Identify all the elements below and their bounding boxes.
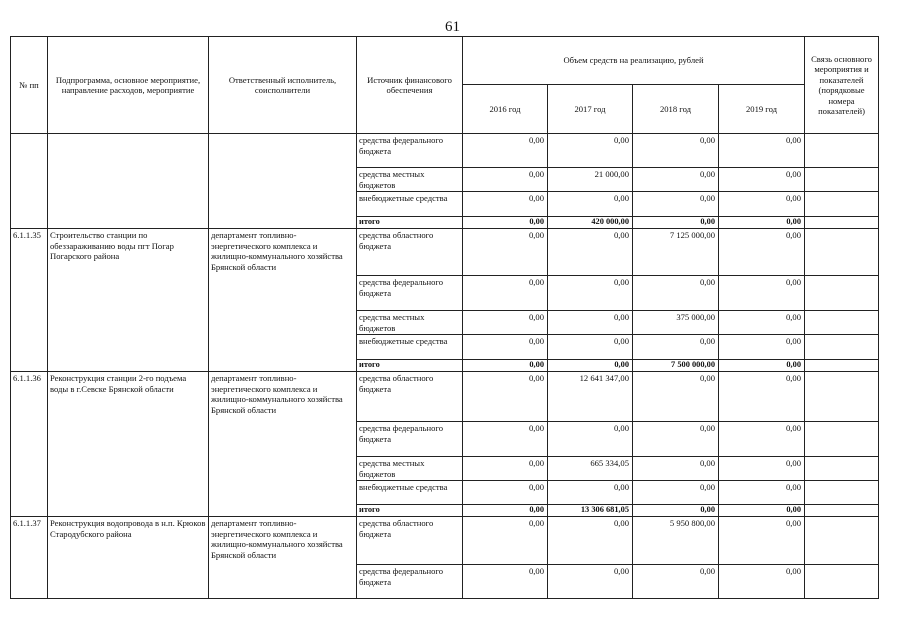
amount-cell: 21 000,00 xyxy=(548,168,633,192)
amount-cell: 7 500 000,00 xyxy=(633,360,719,372)
item-code: 6.1.1.37 xyxy=(11,517,48,599)
indicator-link-cell xyxy=(805,457,879,481)
amount-cell: 0,00 xyxy=(548,422,633,457)
indicator-link-cell xyxy=(805,481,879,505)
item-executor: департамент топливно-энергетического комплекса и жилищно-коммунального хозяйства Брянской области xyxy=(209,229,357,372)
indicator-link-cell xyxy=(805,565,879,599)
amount-cell: 0,00 xyxy=(548,517,633,565)
indicator-link-cell xyxy=(805,335,879,360)
indicator-link-cell xyxy=(805,134,879,168)
amount-cell: 665 334,05 xyxy=(548,457,633,481)
item-executor: департамент топливно-энергетического комплекса и жилищно-коммунального хозяйства Брянской области xyxy=(209,517,357,599)
amount-cell: 0,00 xyxy=(548,192,633,217)
funding-source: внебюджетные средства xyxy=(357,481,463,505)
header-year-2018: 2018 год xyxy=(633,85,719,134)
table-row xyxy=(11,134,879,168)
item-name: Строительство станции по обеззараживанию воды пгт Погар Погарского района xyxy=(48,229,209,372)
indicator-link-cell xyxy=(805,229,879,276)
amount-cell: 0,00 xyxy=(719,360,805,372)
amount-cell: 0,00 xyxy=(463,168,548,192)
amount-cell: 0,00 xyxy=(633,335,719,360)
funding-source: средства местных бюджетов xyxy=(357,457,463,481)
amount-cell: 0,00 xyxy=(719,457,805,481)
amount-cell: 0,00 xyxy=(463,360,548,372)
amount-cell: 0,00 xyxy=(548,360,633,372)
amount-cell: 0,00 xyxy=(463,565,548,599)
funding-source: внебюджетные средства xyxy=(357,192,463,217)
indicator-link-cell xyxy=(805,311,879,335)
amount-cell: 0,00 xyxy=(633,457,719,481)
header-num: № пп xyxy=(11,37,48,134)
indicator-link-cell xyxy=(805,168,879,192)
amount-cell: 0,00 xyxy=(548,229,633,276)
amount-cell: 0,00 xyxy=(719,134,805,168)
amount-cell: 0,00 xyxy=(719,311,805,335)
indicator-link-cell xyxy=(805,360,879,372)
amount-cell: 0,00 xyxy=(719,505,805,517)
funding-source: средства федерального бюджета xyxy=(357,134,463,168)
amount-cell: 0,00 xyxy=(719,276,805,311)
amount-cell: 0,00 xyxy=(719,565,805,599)
funding-source: средства федерального бюджета xyxy=(357,422,463,457)
amount-cell: 0,00 xyxy=(719,517,805,565)
funding-source: средства федерального бюджета xyxy=(357,565,463,599)
amount-cell: 0,00 xyxy=(633,134,719,168)
amount-cell: 0,00 xyxy=(633,422,719,457)
indicator-link-cell xyxy=(805,505,879,517)
amount-cell: 0,00 xyxy=(719,372,805,422)
header-year-2017: 2017 год xyxy=(548,85,633,134)
amount-cell: 7 125 000,00 xyxy=(633,229,719,276)
funding-source: средства областного бюджета xyxy=(357,517,463,565)
indicator-link-cell xyxy=(805,217,879,229)
amount-cell: 0,00 xyxy=(548,481,633,505)
amount-cell: 0,00 xyxy=(463,276,548,311)
funding-source: средства федерального бюджета xyxy=(357,276,463,311)
item-name: Реконструкция водопровода в н.п. Крюков Стародубского района xyxy=(48,517,209,599)
amount-cell: 0,00 xyxy=(463,481,548,505)
amount-cell: 5 950 800,00 xyxy=(633,517,719,565)
item-name: Реконструкция станции 2-го подъема воды в г.Севске Брянской области xyxy=(48,372,209,517)
funding-source: итого xyxy=(357,505,463,517)
indicator-link-cell xyxy=(805,372,879,422)
amount-cell: 13 306 681,05 xyxy=(548,505,633,517)
amount-cell: 420 000,00 xyxy=(548,217,633,229)
amount-cell: 0,00 xyxy=(463,192,548,217)
header-link: Связь основного мероприятия и показателей (порядковые номера показателей) xyxy=(805,37,879,134)
item-executor: департамент топливно-энергетического комплекса и жилищно-коммунального хозяйства Брянской области xyxy=(209,372,357,517)
table-row xyxy=(11,517,879,565)
indicator-link-cell xyxy=(805,192,879,217)
budget-table xyxy=(10,36,879,599)
amount-cell: 0,00 xyxy=(633,217,719,229)
funding-source: внебюджетные средства xyxy=(357,335,463,360)
amount-cell: 0,00 xyxy=(548,134,633,168)
item-code: 6.1.1.36 xyxy=(11,372,48,517)
amount-cell: 0,00 xyxy=(463,311,548,335)
header-volume: Объем средств на реализацию, рублей xyxy=(463,37,805,85)
header-executor: Ответственный исполнитель, соисполнители xyxy=(209,37,357,134)
amount-cell: 0,00 xyxy=(633,276,719,311)
indicator-link-cell xyxy=(805,422,879,457)
amount-cell: 0,00 xyxy=(633,168,719,192)
funding-source: средства местных бюджетов xyxy=(357,168,463,192)
amount-cell: 0,00 xyxy=(633,372,719,422)
indicator-link-cell xyxy=(805,517,879,565)
amount-cell: 0,00 xyxy=(463,457,548,481)
funding-source: средства областного бюджета xyxy=(357,372,463,422)
amount-cell: 0,00 xyxy=(548,565,633,599)
amount-cell: 0,00 xyxy=(719,229,805,276)
amount-cell: 0,00 xyxy=(719,422,805,457)
table-body xyxy=(11,134,879,599)
amount-cell: 0,00 xyxy=(548,276,633,311)
item-code xyxy=(11,134,48,229)
header-source: Источник финансового обеспечения xyxy=(357,37,463,134)
item-name xyxy=(48,134,209,229)
amount-cell: 0,00 xyxy=(719,335,805,360)
header-year-2016: 2016 год xyxy=(463,85,548,134)
amount-cell: 0,00 xyxy=(463,217,548,229)
amount-cell: 0,00 xyxy=(463,422,548,457)
amount-cell: 12 641 347,00 xyxy=(548,372,633,422)
page-number: 61 xyxy=(445,19,460,35)
amount-cell: 0,00 xyxy=(463,517,548,565)
amount-cell: 0,00 xyxy=(719,192,805,217)
table-row xyxy=(11,229,879,276)
amount-cell: 0,00 xyxy=(548,335,633,360)
amount-cell: 0,00 xyxy=(463,134,548,168)
header-program: Подпрограмма, основное мероприятие, направление расходов, мероприятие xyxy=(48,37,209,134)
amount-cell: 0,00 xyxy=(633,565,719,599)
table-header xyxy=(11,37,879,134)
amount-cell: 0,00 xyxy=(463,505,548,517)
funding-source: итого xyxy=(357,360,463,372)
funding-source: средства областного бюджета xyxy=(357,229,463,276)
header-year-2019: 2019 год xyxy=(719,85,805,134)
amount-cell: 0,00 xyxy=(719,168,805,192)
funding-source: итого xyxy=(357,217,463,229)
amount-cell: 0,00 xyxy=(548,311,633,335)
amount-cell: 0,00 xyxy=(719,217,805,229)
amount-cell: 0,00 xyxy=(633,481,719,505)
item-executor xyxy=(209,134,357,229)
item-code: 6.1.1.35 xyxy=(11,229,48,372)
amount-cell: 375 000,00 xyxy=(633,311,719,335)
amount-cell: 0,00 xyxy=(463,229,548,276)
amount-cell: 0,00 xyxy=(633,192,719,217)
amount-cell: 0,00 xyxy=(463,335,548,360)
indicator-link-cell xyxy=(805,276,879,311)
amount-cell: 0,00 xyxy=(463,372,548,422)
amount-cell: 0,00 xyxy=(719,481,805,505)
table-row xyxy=(11,372,879,422)
funding-source: средства местных бюджетов xyxy=(357,311,463,335)
amount-cell: 0,00 xyxy=(633,505,719,517)
